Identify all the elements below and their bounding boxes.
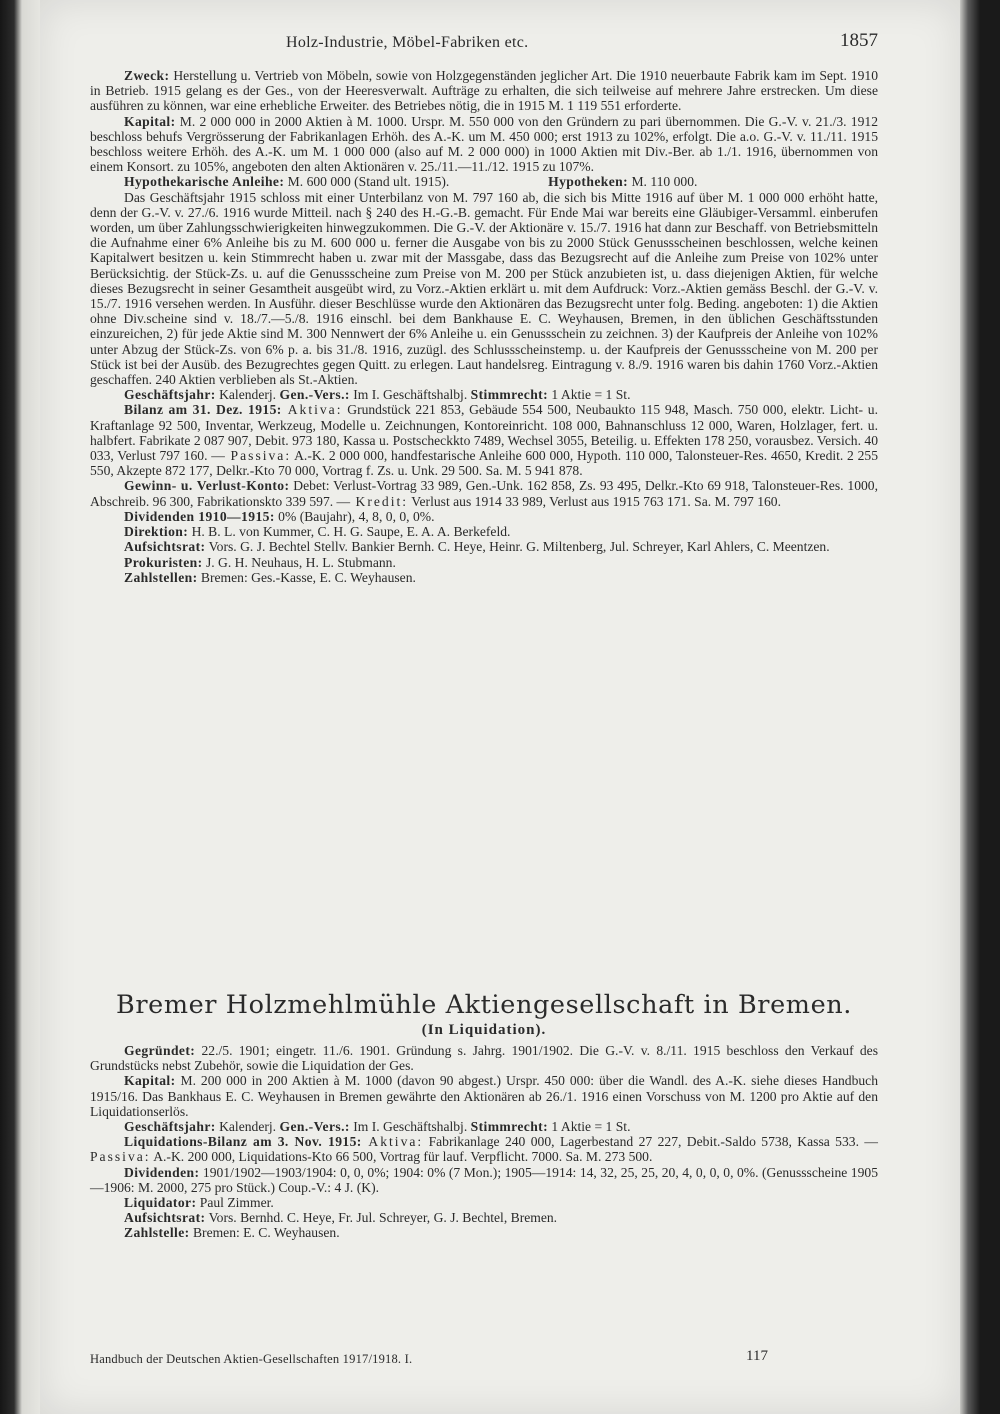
stimmrecht2-label: Stimmrecht:: [470, 1119, 549, 1135]
aufsichtsrat-label: Aufsichtsrat:: [124, 539, 206, 555]
gj-label: Geschäftsjahr:: [124, 387, 216, 403]
kapital-paragraph: [90, 114, 878, 175]
zahlstellen-text: Bremen: Ges.-Kasse, E. C. Weyhausen.: [197, 569, 416, 585]
dividenden2-text: 1901/1902—1903/1904: 0, 0, 0%; 1904: 0% (7 Mon.); 1905—1914: 14, 32, 25, 25, 20, 4, 0, 0, 0, 0%. (Genussscheine 1905—1906: M. 2000, 275 pro Stück.) Coup.-V.: 4 J. (K).: [90, 1164, 878, 1195]
gj-text: Kalenderj.: [215, 387, 277, 403]
gewinn-label: Gewinn- u. Verlust-Konto:: [124, 478, 290, 494]
kapital-label: Kapital:: [124, 113, 176, 129]
document-page: [40, 0, 960, 1414]
page-footer: [90, 1348, 878, 1372]
gj2-text: Kalenderj.: [215, 1119, 277, 1135]
gj2-label: Geschäftsjahr:: [124, 1119, 216, 1135]
prokuristen-paragraph: [90, 555, 878, 570]
stimmrecht2-text: 1 Aktie = 1 St.: [548, 1119, 631, 1135]
direktion-paragraph: [90, 524, 878, 539]
kapital-text: M. 2 000 000 in 2000 Aktien à M. 1000. Urspr. M. 550 000 von den Gründern zu pari übernommen. Die G.-V. v. 21./3. 1912 beschloss behufs Vergrösserung der Fabrikanlagen Erhöh. des A.-K. um M. 450 000; erst 1913 zu 102%, erfolgt. Die a.o. G.-V. v. 11./11. 1915 beschloss weitere Erhöh. des A.-K. um M. 1 000 000 (also auf M. 2 000 000) in 1000 Aktien mit Div.-Ber. ab 1./1. 1916, übernommen von einem Konsort. zu 105%, angeboten den alten Aktionären v. 25./11.—11./12. 1915 zu 107%.: [90, 113, 878, 175]
dividenden2-label: Dividenden:: [124, 1164, 200, 1180]
zahlstelle2-label: Zahlstelle:: [124, 1225, 190, 1241]
prokuristen-text: J. G. H. Neuhaus, H. L. Stubmann.: [202, 554, 396, 570]
zahlstellen-label: Zahlstellen:: [124, 569, 198, 585]
scan-right-edge: [960, 0, 1000, 1414]
aufsichtsrat2-paragraph: [90, 1210, 878, 1225]
stimmrecht-label: Stimmrecht:: [470, 387, 549, 403]
gegruendet-text: 22./5. 1901; eingetr. 11./6. 1901. Gründung s. Jahrg. 1901/1902. Die G.-V. v. 8./11. 1915 beschloss den Verkauf des Grundstücks nebst Zubehör, sowie die Liquidation der Ges.: [90, 1043, 878, 1074]
stimmrecht-text: 1 Aktie = 1 St.: [548, 387, 631, 403]
liquidator-label: Liquidator:: [124, 1195, 197, 1211]
bilanz-paragraph: [90, 402, 878, 478]
dividenden-label: Dividenden 1910—1915:: [124, 508, 275, 524]
footer-signature: 117: [746, 1348, 768, 1364]
zweck-text: Herstellung u. Vertrieb von Möbeln, sowie von Holzgegenständen jeglicher Art. Die 1910 neuerbaute Fabrik kam im Sept. 1910 in Betrieb. 1915 gelang es der Ges., von der Heeresverwalt. Aufträge zu erhalten, die sich teilweise auf mehrere Jahre erstrecken. Um diese ausführen zu können, war eine erhebliche Erweiter. des Betriebes nötig, die in 1915 M. 1 119 551 erforderte.: [90, 68, 878, 114]
kapital2-label: Kapital:: [124, 1073, 176, 1089]
zweck-paragraph: [90, 68, 878, 114]
liquidationsbilanz-label: Liquidations-Bilanz am 3. Nov. 1915:: [124, 1134, 362, 1150]
liquidationsbilanz-paragraph: [90, 1134, 878, 1164]
direktion-label: Direktion:: [124, 524, 189, 540]
zahlstelle2-paragraph: [90, 1225, 878, 1240]
liquidator-paragraph: [90, 1195, 878, 1210]
bilanz-label: Bilanz am 31. Dez. 1915:: [124, 402, 282, 418]
prokuristen-label: Prokuristen:: [124, 554, 203, 570]
genvers-text: Im I. Geschäftshalbj.: [349, 387, 468, 403]
passiva-label: Passiva:: [224, 448, 292, 464]
company1-entry: [90, 68, 878, 585]
anleihe-label: Hypothekarische Anleihe:: [124, 174, 285, 190]
company-title: Bremer Holzmehlmühle Aktiengesellschaft in Bremen.: [116, 990, 852, 1020]
geschaeftsjahr-paragraph: [90, 387, 878, 402]
aktiva-text: Grundstück 221 853, Gebäude 554 500, Neubaukto 115 948, Masch. 750 000, elektr. Licht- u. Kraftanlage 92 500, Inventar, Werkzeug, Modelle u. Zeichnungen, Kontoreinricht. 108 000, Bahnanschluss 12 000, Waren, Holzlager, fert. u. halbfert. Fabrikate 2 087 907, Debit. 973 180, Kassa u. Postscheckkto 7489, Wechsel 3055, Beteilig. u. Effekten 178 250, vorausbez. Versich. 40 033, Verlust 797 160. —: [90, 402, 878, 464]
gewinn-paragraph: [90, 478, 878, 508]
kredit-label: Kredit:: [350, 493, 409, 509]
anleihe-paragraph: [90, 174, 878, 189]
page-number: 1857: [840, 30, 878, 51]
zahlstellen-paragraph: [90, 570, 878, 585]
passiva2-label: Passiva:: [90, 1149, 151, 1165]
gegruendet-paragraph: [90, 1043, 878, 1073]
geschaeftsbericht-paragraph: Das Geschäftsjahr 1915 schloss mit einer Unterbilanz von M. 797 160 ab, die sich bis Mitte 1916 auf über M. 1 000 000 erhöht hatte, denn der G.-V. v. 27./6. 1916 wurde Mitteil. nach § 240 des H.-G.-B. gemacht. Für Ende Mai war bereits eine Gläubiger-Versamml. einberufen worden, um über Zahlungsschwierigkeiten hinwegzukommen. Die G.-V. der Aktionäre v. 15./7. 1916 hat dann zur Beschaff. von Betriebsmitteln die Aufnahme einer 6% Anleihe bis zu M. 600 000 u. ferner die Ausgabe von bis zu 2000 Stück Genussscheinen beschlossen, welche keinen Kapitalwert besitzen u. kein Stimmrecht haben u. zwar mit der Massgabe, dass das Bezugsrecht auf die Anleihe zum Preise von 102% unter Berücksichtig. der Stück-Zs. u. auf die Genussscheine zum Preise von M. 200 per Stück anzubieten ist, u. dass diejenigen Aktien, für welche dieses Bezugsrecht in seiner Gesamtheit ausgeübt wird, zu Vorz.-Aktien erklärt u. mit dem Aufdruck: Vorz.-Aktien gemäss Beschl. der G.-V. v. 15./7. 1916 versehen werden. In Ausführ. dieser Beschlüsse wurde den Aktionären das Bezugsrecht unter folg. Beding. angeboten: 1) die Aktien ohne Div.scheine sind v. 18./7.—5./8. 1916 einschl. bei dem Bankhause E. C. Weyhausen, Bremen, in den üblichen Geschäftsstunden einzureichen, 2) für jede Aktie sind M. 300 Nennwert der 6% Anleihe u. ein Genussschein zu zeichnen. 3) der Kaufpreis der Anleihe von 102% unter Abzug der Stück-Zs. von 6% p. a. bis 31./8. 1916, zuzügl. des Schlussscheinstemp. u. der Kaufpreis der Genussscheine von M. 200 per Stück ist bei der Ausüb. des Bezugrechtes gegen Quitt. zu erlegen. Laut handelsreg. Eintragung v. 8./9. 1916 waren bis dahin 1760 Vorz.-Aktien geschaffen. 240 Aktien verblieben als St.-Aktien.: [90, 189, 878, 388]
running-title: Holz-Industrie, Möbel-Fabriken etc.: [286, 34, 529, 51]
gegruendet-label: Gegründet:: [124, 1043, 196, 1058]
passiva2-text: A.-K. 200 000, Liquidations-Kto 66 500, Vortrag für lauf. Verpflicht. 7000. Sa. M. 273 500.: [150, 1149, 653, 1165]
dividenden-text: 0% (Baujahr), 4, 8, 0, 0, 0%.: [274, 508, 435, 524]
aktiva-label: Aktiva:: [281, 402, 343, 418]
page-header: [90, 30, 878, 58]
dividenden2-paragraph: [90, 1165, 878, 1195]
zahlstelle2-text: Bremen: E. C. Weyhausen.: [189, 1225, 340, 1241]
passiva-text: A.-K. 2 000 000, handfestarische Anleihe 600 000, Hypoth. 110 000, Talonsteuer-Res. 4650, Kredit. 2 255 550, Akzepte 872 177, Delkr.-Kto 70 000, Vortrag f. Zs. u. Unk. 29 500. Sa. M. 5 941 878.: [90, 448, 878, 479]
aufsichtsrat-text: Vors. G. J. Bechtel Stellv. Bankier Bernh. C. Heye, Heinr. G. Miltenberg, Jul. Schreyer, Karl Ahlers, C. Meentzen.: [205, 539, 830, 555]
aufsichtsrat2-text: Vors. Bernhd. C. Heye, Fr. Jul. Schreyer, G. J. Bechtel, Bremen.: [205, 1210, 558, 1226]
genvers2-text: Im I. Geschäftshalbj.: [349, 1119, 468, 1135]
geschaeftsjahr2-paragraph: [90, 1119, 878, 1134]
debet-text: Debet: Verlust-Vortrag 33 989, Gen.-Unk. 162 858, Zs. 93 495, Delkr.-Kto 69 918, Talonsteuer-Res. 1000, Abschreib. 96 300, Fabrikationskto 339 597. —: [90, 478, 878, 509]
scan-left-edge: [0, 0, 40, 1414]
genvers-label: Gen.-Vers.:: [279, 387, 350, 403]
zweck-label: Zweck:: [124, 68, 170, 83]
company-subtitle: (In Liquidation).: [421, 1022, 547, 1038]
aktiva2-label: Aktiva:: [361, 1134, 424, 1150]
footer-text: Handbuch der Deutschen Aktien-Gesellschaften 1917/1918. I.: [90, 1352, 413, 1366]
hypotheken-label: Hypotheken:: [548, 174, 629, 190]
kredit-text: Verlust aus 1914 33 989, Verlust aus 1915 763 171. Sa. M. 797 160.: [408, 493, 782, 509]
dividenden-paragraph: [90, 509, 878, 524]
liquidator-text: Paul Zimmer.: [196, 1195, 274, 1211]
company2-entry: [90, 990, 878, 1241]
aufsichtsrat-paragraph: [90, 539, 878, 554]
kapital2-text: M. 200 000 in 200 Aktien à M. 1000 (davon 90 abgest.) Urspr. 450 000: über die Wandl. des A.-K. siehe dieses Handbuch 1915/16. Das Bankhaus E. C. Weyhausen in Bremen gewährte den Aktionären ab 26./1. 1916 einen Vorschuss von M. 1200 pro Aktie auf den Liquidationserlös.: [90, 1073, 878, 1119]
direktion-text: H. B. L. von Kummer, C. H. G. Saupe, E. A. A. Berkefeld.: [188, 524, 511, 540]
genvers2-label: Gen.-Vers.:: [279, 1119, 350, 1135]
aufsichtsrat2-label: Aufsichtsrat:: [124, 1210, 206, 1226]
aktiva2-text: Fabrikanlage 240 000, Lagerbestand 27 227, Debit.-Saldo 5738, Kassa 533. —: [423, 1134, 878, 1150]
kapital2-paragraph: [90, 1073, 878, 1119]
hypotheken-text: M. 110 000.: [628, 174, 698, 190]
anleihe-text: M. 600 000 (Stand ult. 1915).: [284, 174, 450, 190]
